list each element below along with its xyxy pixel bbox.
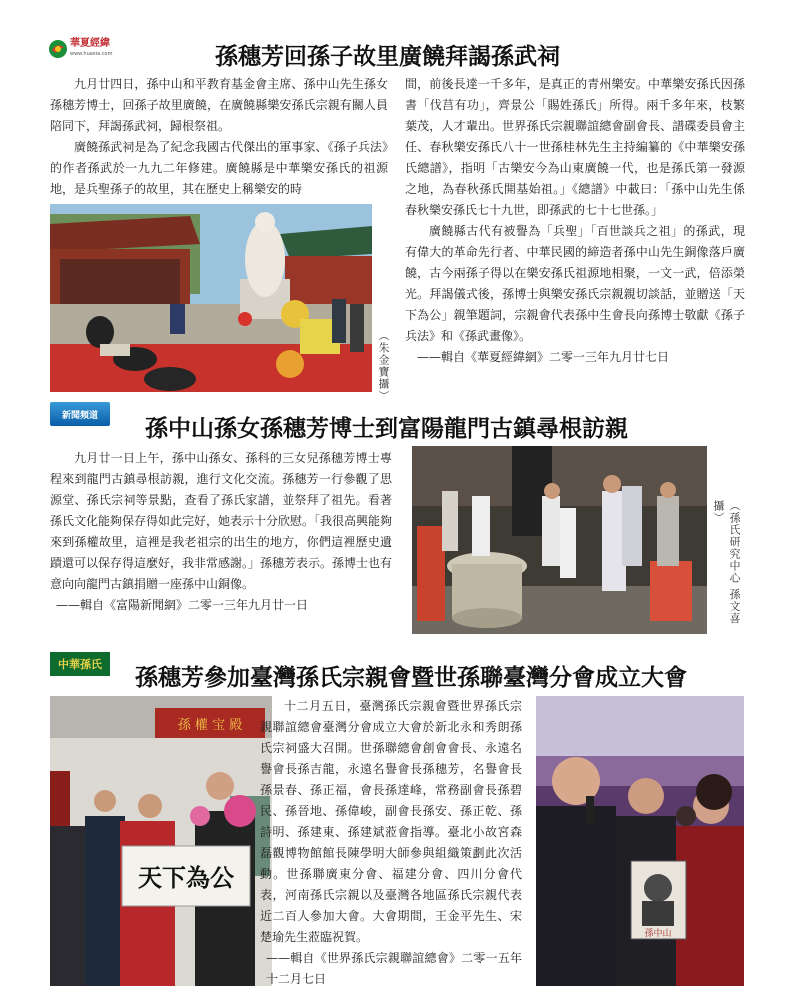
article2-para-1: 九月廿一日上午，孫中山孫女、孫科的三女兒孫穗芳博士專程來到龍門古鎮尋根訪親，進行文化交流。孫穗芳一行參觀了思源堂、孫氏宗祠等景點，查看了孫氏家譜，並祭拜了祖先。看著孫氏文化能夠保存得如此完好，她表示十分欣慰。「我很高興能夠來到孫權故里，這裡是我老祖宗的出生的地方，你們這裡歷史遺蹟還可以保存得這麼好，我非常感謝。」孫穗芳表示。孫博士也有意向向龍門古鎮捐贈一座孫中山銅像。: [50, 451, 393, 591]
article2-source: ——輯自《富陽新聞網》二零一三年九月廿一日: [56, 598, 309, 612]
huaxia-emblem-icon: [48, 39, 68, 59]
china-news-logo: [50, 402, 110, 426]
huaxia-logo-url: www.huaxia.com: [70, 51, 113, 57]
huaxia-logo: [48, 36, 116, 62]
article1-source: ——輯自《華夏經緯網》二零一三年九月廿七日: [417, 350, 670, 364]
article1-para-4: 廣饒縣古代有被譽為「兵聖」「百世談兵之祖」的孫武，現有偉大的革命先行者、中華民國的締造者孫中山先生銅像落戶廣饒，古今兩孫子得以在樂安孫氏祖源地相聚，一文一武，倍添榮光。拜謁儀式後，孫博士與樂安孫氏宗親親切談話，並贈送「天下為公」親筆題詞，宗親會代表孫中生會長向孫博士敬獻《孫子兵法》和《孫武畫像》。: [405, 224, 745, 343]
article2-photo-caption: （孫氏研究中心 孫文喜攝）: [712, 500, 741, 625]
sun-family-logo-text: 中華孫氏: [58, 658, 102, 671]
article3-photo-banner-ceremony: [50, 696, 272, 986]
china-news-logo-text: 新聞頻道: [61, 410, 98, 421]
article2-text: [50, 448, 392, 616]
article3-title: 孫穗芳參加臺灣孫氏宗親會暨世孫聯臺灣分會成立大會: [135, 665, 687, 691]
article3-banner-text: 天下為公: [138, 863, 234, 892]
article1-right-text: [405, 74, 745, 368]
article1-para-3: 間，前後長達一千多年，是真正的青州樂安。中華樂安孫氏因孫書「伐莒有功」，齊景公「賜姓孫氏」所得。兩千多年來，枝繁葉茂，人才輩出。世界孫氏宗親聯誼總會副會長、譜碟委員會主任、春秋樂安孫氏八十一世孫桂林先生主持編纂的《中華樂安孫氏總譜》，指明「古樂安今為山東廣饒一代，也是孫氏第一發源之地，為春秋孫氏開基始祖。」《總譜》中載曰：「孫中山先生係春秋樂安孫氏七十九世，即孫武的七十七世孫。」: [405, 77, 745, 217]
article1-photo-sun-wu-temple: [50, 204, 372, 392]
article1-left-text: [50, 74, 388, 200]
article3-photo-sun-yat-sen-portrait: [536, 696, 744, 986]
article1-title: 孫穗芳回孫子故里廣饒拜謁孫武祠: [215, 44, 560, 70]
article3-plaque-text: 孫 權 宝 殿: [177, 718, 243, 733]
article3-para-1: 十二月五日，臺灣孫氏宗親會暨世界孫氏宗親聯誼總會臺灣分會成立大會於新北永和秀朗孫氏宗祠盛大召開。世孫聯總會創會會長、永遠名譽會長孫吉龍，永遠名譽會長孫穗芳，名譽會長孫景春、孫正福，會長孫達峰，常務副會長孫碧民、孫晉地、孫偉峻，副會長孫安、孫正乾、孫詩明、孫建東、孫建斌蒞會指導。臺北小故宮森磊觀博物館館長陳學明大師參與組織策劃此次活動。世孫聯廣東分會、福建分會、四川分會代表，河南孫氏宗親以及臺灣各地區孫氏宗親代表近二百人參加大會。大會期間，王金平先生、宋楚瑜先生蒞臨祝賀。: [260, 699, 522, 944]
article3-source: ——輯自《世界孫氏宗親聯誼總會》二零一五年十二月七日: [266, 951, 522, 986]
article1-para-1: 九月廿四日，孫中山和平教育基金會主席、孫中山先生孫女孫穗芳博士，回孫子故里廣饒，在廣饒縣樂安孫氏宗親有關人員陪同下，拜謁孫武祠，歸根祭祖。: [50, 77, 388, 133]
sun-family-logo: [50, 652, 110, 676]
huaxia-logo-name: 華夏經緯: [70, 38, 110, 49]
article3-portrait-text: 孫中山: [644, 929, 672, 939]
article1-para-2: 廣饒孫武祠是為了紀念我國古代傑出的軍事家、《孫子兵法》的作者孫武於一九九二年修建。廣饒縣是中華樂安孫氏的祖源地，是兵聖孫子的故里，其在歷史上稱樂安的時: [50, 140, 388, 196]
article2-title: 孫中山孫女孫穗芳博士到富陽龍門古鎮尋根訪親: [145, 416, 628, 442]
article1-photo-caption: （朱金寶攝）: [377, 330, 390, 402]
article2-photo-longmen-town: [412, 446, 707, 634]
article3-text: [260, 696, 522, 990]
